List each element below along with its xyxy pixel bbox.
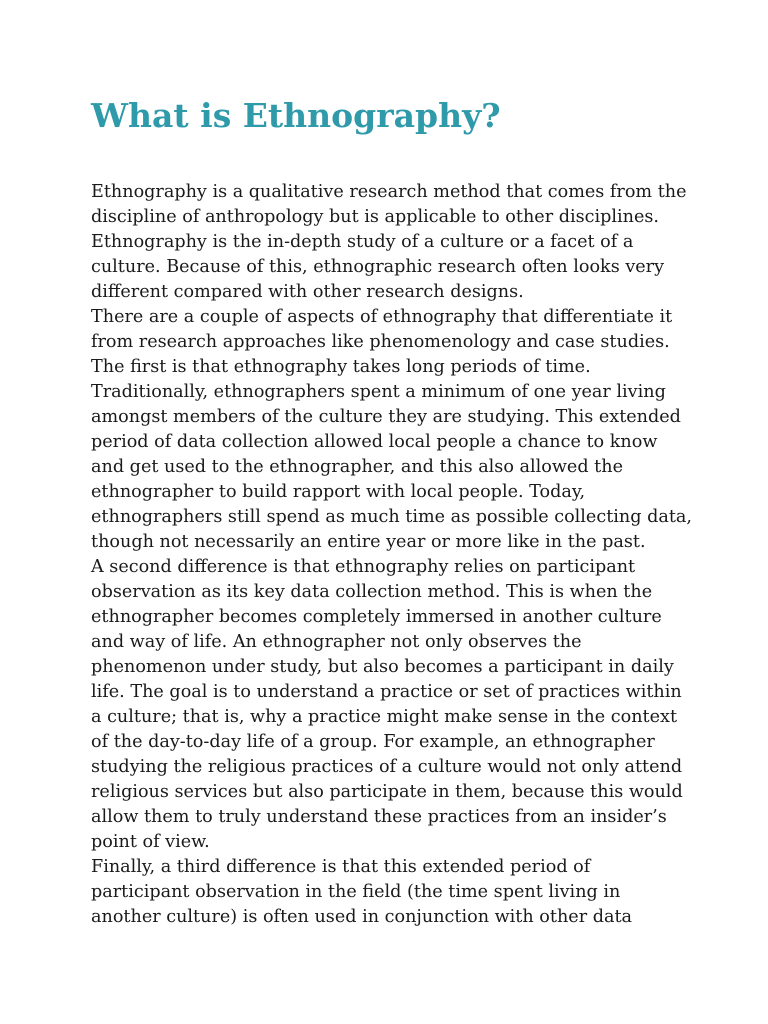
text-line: another culture) is often used in conjunction with other data	[91, 907, 633, 927]
text-line: Traditionally, ethnographers spent a minimum of one year living	[91, 382, 666, 402]
text-line: though not necessarily an entire year or more like in the past.	[91, 532, 646, 552]
text-line: participant observation in the field (the time spent living in	[91, 882, 621, 902]
text-line: allow them to truly understand these practices from an insider’s	[91, 807, 667, 827]
text-line: Ethnography is the in-depth study of a culture or a facet of a	[91, 232, 634, 252]
page-title: What is Ethnography?	[91, 96, 501, 135]
text-line: ethnographer becomes completely immersed in another culture	[91, 607, 662, 627]
text-line: and get used to the ethnographer, and this also allowed the	[91, 457, 623, 477]
text-line: culture. Because of this, ethnographic research often looks very	[91, 257, 665, 277]
text-line: Finally, a third difference is that this extended period of	[91, 857, 591, 877]
text-line: of the day-to-day life of a group. For example, an ethnographer	[91, 732, 655, 752]
text-line: different compared with other research designs.	[91, 282, 524, 302]
text-line: There are a couple of aspects of ethnography that differentiate it	[91, 307, 673, 327]
text-line: from research approaches like phenomenology and case studies.	[91, 332, 670, 352]
text-line: studying the religious practices of a culture would not only attend	[91, 757, 683, 777]
text-line: and way of life. An ethnographer not only observes the	[91, 632, 582, 652]
text-line: phenomenon under study, but also becomes a participant in daily	[91, 657, 674, 677]
text-line: point of view.	[91, 832, 210, 852]
text-line: amongst members of the culture they are studying. This extended	[91, 407, 681, 427]
text-line: religious services but also participate in them, because this would	[91, 782, 683, 802]
text-line: ethnographers still spend as much time as possible collecting data,	[91, 507, 692, 527]
text-line: observation as its key data collection method. This is when the	[91, 582, 653, 602]
text-line: period of data collection allowed local people a chance to know	[91, 432, 658, 452]
text-line: life. The goal is to understand a practice or set of practices within	[91, 682, 682, 702]
text-line: ethnographer to build rapport with local people. Today,	[91, 482, 586, 502]
text-line: discipline of anthropology but is applicable to other disciplines.	[91, 207, 659, 227]
body-text	[91, 180, 691, 930]
text-line: The first is that ethnography takes long periods of time.	[91, 357, 591, 377]
text-line: A second difference is that ethnography relies on participant	[91, 557, 636, 577]
text-line: a culture; that is, why a practice might make sense in the context	[91, 707, 678, 727]
text-line: Ethnography is a qualitative research method that comes from the	[91, 182, 687, 202]
